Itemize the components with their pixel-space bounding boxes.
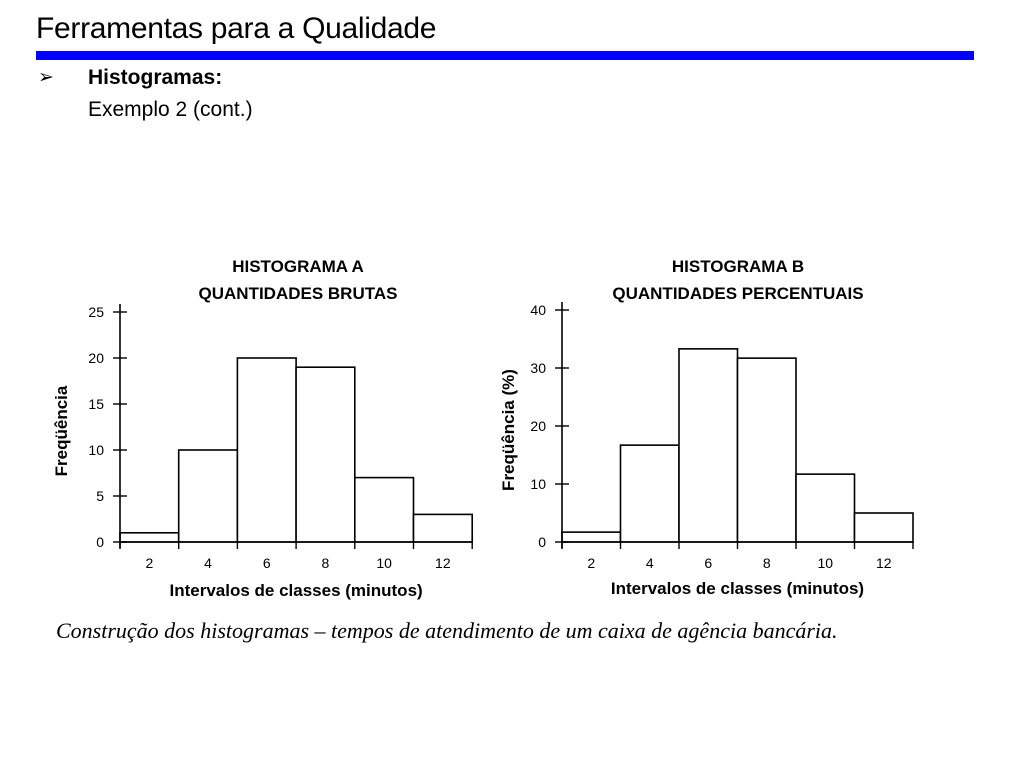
chart1-title: HISTOGRAMA A [232,257,364,276]
chart2-bar-4 [738,358,797,542]
chart2-y-tick-label: 30 [530,360,546,376]
chart2-y-tick-label: 0 [538,534,546,550]
chart1-x-axis-label: Intervalos de classes (minutos) [169,581,423,600]
bullet-heading: Histogramas: [88,66,223,89]
chart2-y-tick-label: 20 [530,418,546,434]
chart2-y-tick-label: 10 [530,476,546,492]
chart2-x-tick-label: 10 [817,555,834,571]
chart1-bar-1 [120,533,179,542]
chart1-bar-4 [296,367,355,542]
chart2-x-tick-label: 8 [762,555,771,571]
chart2-bar-6 [855,513,914,542]
chart1-x-tick-label: 8 [321,555,330,571]
chart2-x-tick-label: 2 [587,555,596,571]
chart2-x-tick-label: 6 [704,555,713,571]
chart2-x-tick-label: 4 [645,555,654,571]
chart2-bar-2 [621,445,680,542]
chart1-x-tick-label: 2 [145,555,154,571]
chart1-x-tick-label: 10 [376,555,392,571]
chart1-y-tick-label: 5 [96,488,104,504]
chart1-bar-5 [355,478,414,542]
slide-title: Ferramentas para a Qualidade [36,12,437,45]
chart2-bar-5 [796,474,855,542]
chart1-y-tick-label: 25 [88,304,104,320]
chart2-y-tick-label: 40 [530,302,546,318]
chart2-title: HISTOGRAMA B [671,257,805,276]
chart1-bar-6 [414,514,473,542]
chart1-y-tick-label: 15 [88,396,104,412]
chart1-x-tick-label: 6 [262,555,271,571]
chart2-bar-3 [679,349,738,542]
chart1-subtitle: QUANTIDADES BRUTAS [198,284,398,303]
chart1-y-tick-label: 10 [88,442,104,458]
chart2-x-tick-label: 12 [875,555,892,571]
chart1-bar-3 [237,358,296,542]
chart2-subtitle: QUANTIDADES PERCENTUAIS [612,284,864,303]
bullet-subheading: Exemplo 2 (cont.) [88,98,253,121]
chart2-bar-1 [562,532,621,542]
chart1-y-tick-label: 20 [88,350,104,366]
figure-caption: Construção dos histogramas – tempos de atendimento de um caixa de agência bancária. [56,618,838,643]
chart1-y-tick-label: 0 [96,534,104,550]
chart1-x-tick-label: 12 [435,555,451,571]
arrow-bullet-icon: ➢ [38,67,54,88]
chart2-y-axis-label: Freqüência (%) [499,369,518,491]
chart2-x-axis-label: Intervalos de classes (minutos) [610,579,865,598]
chart1-y-axis-label: Freqüência [52,385,71,477]
chart1-x-tick-label: 4 [204,555,212,571]
chart1-bar-2 [179,450,238,542]
